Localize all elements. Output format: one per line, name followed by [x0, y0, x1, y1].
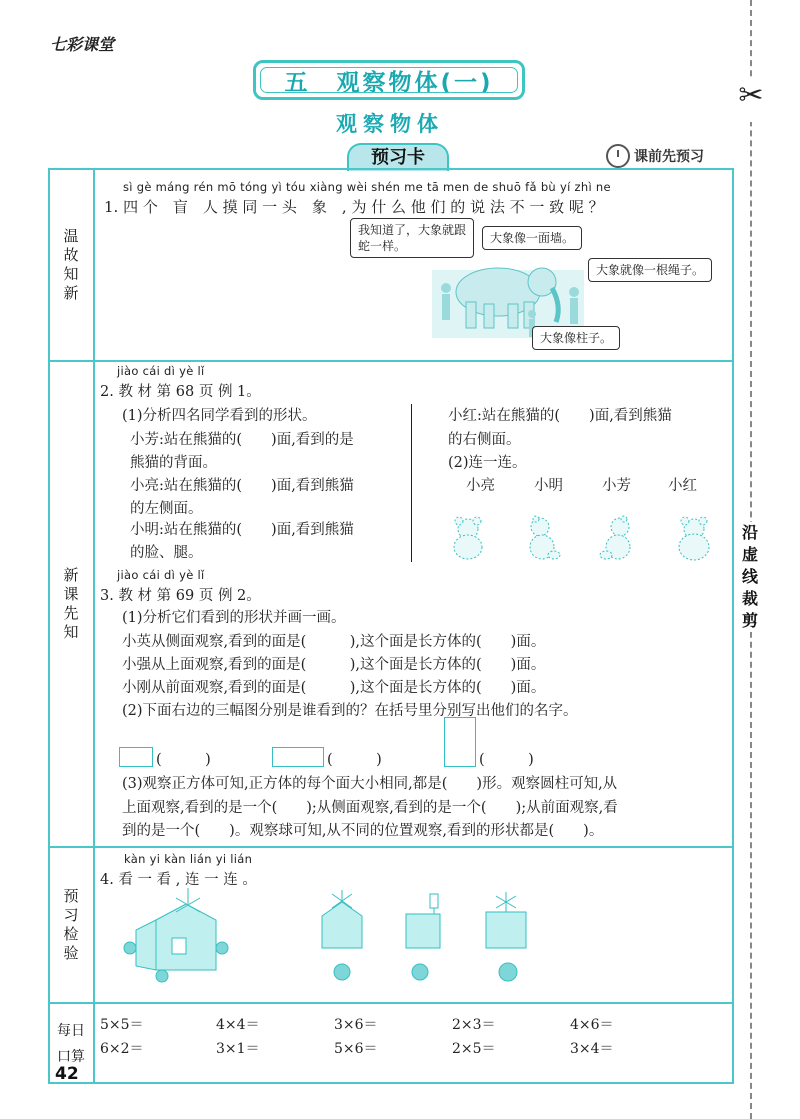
brand-logo: 七彩课堂: [50, 35, 115, 54]
shape-rectangle: [119, 747, 153, 767]
label-char: 新: [63, 566, 79, 584]
calc-item: 2×5＝: [452, 1041, 496, 1057]
speech-bubble: 大象就像一根绳子。: [588, 258, 712, 282]
name-label: 小芳: [602, 478, 631, 494]
q2-line: 小亮:站在熊猫的( )面,看到熊猫: [130, 478, 354, 494]
q1-text: 1. 四 个 盲 人 摸 同 一 头 象 , 为 什 么 他 们 的 说 法 不 一 致 呢 ？: [104, 198, 604, 216]
shape-rectangle: [272, 747, 324, 767]
panda-views: [448, 515, 718, 563]
lesson-title: 观察物体: [336, 112, 444, 136]
section-label-preview: [50, 848, 92, 1002]
answer-blank[interactable]: ( ): [479, 752, 534, 768]
label-char: 先: [63, 604, 79, 622]
q4-pinyin: kàn yi kàn lián yi lián: [124, 852, 253, 866]
panda-back-view: [679, 517, 709, 560]
calc-item: 5×5＝: [100, 1017, 144, 1033]
person-body: [442, 294, 450, 320]
pre-study-tag: [606, 144, 704, 168]
elephant-leg: [484, 304, 494, 328]
q2-line: 小芳:站在熊猫的( )面,看到的是: [130, 432, 354, 448]
person-head: [569, 287, 579, 297]
section-label-new-lesson: [50, 362, 92, 846]
cut-char: 线: [741, 567, 758, 586]
q3-text: 3. 教 材 第 69 页 例 2。: [100, 588, 261, 604]
card-label: 预习卡: [347, 143, 449, 171]
q2-line: 熊猫的背面。: [130, 455, 217, 471]
name-label: 小明: [534, 478, 563, 494]
person-head: [441, 283, 451, 293]
house-view-front: [322, 890, 362, 948]
calc-item: 4×6＝: [570, 1017, 614, 1033]
animal-figure: [334, 963, 517, 981]
unit-title-text: 五 观察物体(一): [284, 69, 494, 96]
label-divider: [93, 168, 95, 1084]
cut-char: 沿: [741, 523, 758, 542]
cut-char: 剪: [741, 611, 758, 630]
elephant-leg: [466, 302, 476, 328]
person-head: [528, 310, 536, 318]
house-3d: [136, 888, 216, 970]
shape-rectangle: [444, 717, 476, 767]
q2-line: 的右侧面。: [448, 432, 521, 448]
column-divider: [411, 404, 412, 562]
scissors-icon: ✂: [734, 78, 768, 122]
q4-text: 4. 看 一 看 , 连 一 连 。: [100, 872, 257, 888]
label-char: 知: [63, 265, 79, 283]
q3-line: (1)分析它们看到的形状并画一画。: [122, 610, 346, 626]
calc-item: 3×4＝: [570, 1041, 614, 1057]
q2-text: 2. 教 材 第 68 页 例 1。: [100, 384, 261, 400]
unit-title: [253, 60, 525, 100]
q3-tail-line: 到的是一个( )。观察球可知,从不同的位置观察,看到的形状都是( )。: [122, 823, 604, 839]
panda-front-view: [454, 517, 482, 559]
answer-blank[interactable]: ( ): [156, 752, 211, 768]
panda-side-view: [530, 516, 560, 559]
q3-line: 小英从侧面观察,看到的面是( ),这个面是长方体的( )面。: [122, 634, 546, 650]
name-label: 小亮: [466, 478, 495, 494]
q3-line: 小强从上面观察,看到的面是( ),这个面是长方体的( )面。: [122, 657, 546, 673]
label-char: 每日: [57, 1023, 85, 1039]
label-char: 检: [63, 925, 79, 943]
speech-bubble: 大象像柱子。: [532, 326, 620, 350]
answer-blank[interactable]: ( ): [327, 752, 382, 768]
q2-line: 的脸、腿。: [130, 545, 203, 561]
calc-item: 2×3＝: [452, 1017, 496, 1033]
elephant-leg: [508, 304, 518, 328]
cut-instruction: [738, 522, 762, 632]
house-view-side: [406, 894, 440, 948]
label-char: 课: [63, 585, 79, 603]
cut-char: 裁: [741, 589, 758, 608]
q3-line: 小刚从前面观察,看到的面是( ),这个面是长方体的( )面。: [122, 680, 546, 696]
clock-icon: [606, 144, 630, 168]
label-char: 知: [63, 623, 79, 641]
label-char: 预: [63, 887, 79, 905]
label-char: 口算: [57, 1049, 85, 1065]
page-number: 42: [55, 1064, 79, 1084]
calc-item: 5×6＝: [334, 1041, 378, 1057]
speech-bubble: 大象像一面墙。: [482, 226, 582, 250]
calc-item: 3×6＝: [334, 1017, 378, 1033]
house-view-top-front: [486, 892, 526, 948]
cut-char: 虚: [741, 545, 758, 564]
q2-line: 小红:站在熊猫的( )面,看到熊猫: [448, 408, 672, 424]
pre-study-text: 课前先预习: [634, 149, 704, 165]
q3-tail-line: (3)观察正方体可知,正方体的每个面大小相同,都是( )形。观察圆柱可知,从: [122, 776, 618, 792]
q1-pinyin: sì gè máng rén mō tóng yì tóu xiàng wèi shén me tā men de shuō fǎ bù yí zhì ne: [123, 180, 611, 194]
label-char: 新: [63, 284, 79, 302]
calc-item: 6×2＝: [100, 1041, 144, 1057]
q3-line: (2)下面右边的三幅图分别是谁看到的？在括号里分别写出他们的名字。: [122, 703, 578, 719]
section-label-review: [50, 170, 92, 360]
label-char: 故: [63, 246, 79, 264]
calc-item: 3×1＝: [216, 1041, 260, 1057]
name-label: 小红: [668, 478, 697, 494]
person-body: [570, 298, 578, 324]
q3-tail-line: 上面观察,看到的是一个( );从侧面观察,看到的是一个( );从前面观察,看: [122, 800, 618, 816]
q3-pinyin: jiào cái dì yè lǐ: [117, 568, 205, 582]
section-divider: [48, 846, 734, 848]
windmill-house-illustration: [116, 888, 536, 998]
q2-sub1: (1)分析四名同学看到的形状。: [122, 408, 317, 424]
section-divider: [48, 1002, 734, 1004]
label-char: 验: [63, 944, 79, 962]
q2-line: 小明:站在熊猫的( )面,看到熊猫: [130, 522, 354, 538]
section-divider: [48, 360, 734, 362]
q2-line: (2)连一连。: [448, 455, 527, 471]
q2-pinyin: jiào cái dì yè lǐ: [117, 364, 205, 378]
label-char: 习: [63, 906, 79, 924]
label-char: 温: [63, 227, 79, 245]
speech-bubble: 我知道了，大象就跟蛇一样。: [350, 218, 474, 258]
panda-side-view: [600, 516, 630, 559]
q2-line: 的左侧面。: [130, 501, 203, 517]
calc-item: 4×4＝: [216, 1017, 260, 1033]
